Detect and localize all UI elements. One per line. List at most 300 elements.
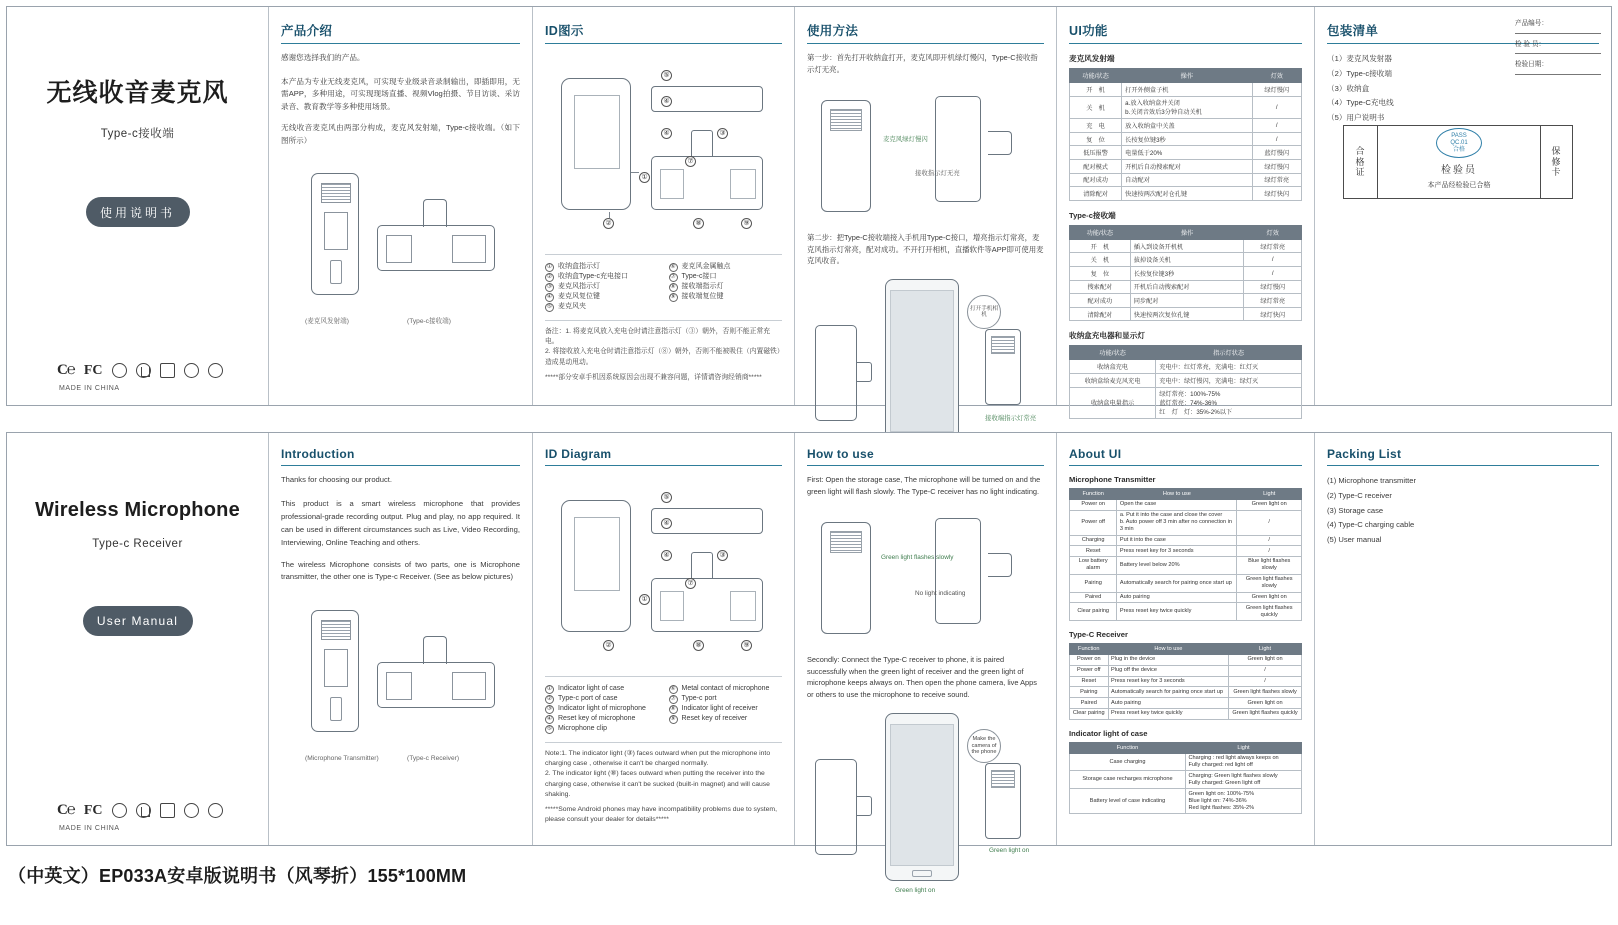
column-header: 功能/状态 — [1070, 69, 1122, 83]
legend-column-left — [545, 262, 659, 312]
table-caption-transmitter-en: Microphone Transmitter — [1069, 475, 1156, 484]
legend-number: ① — [546, 686, 553, 692]
table-caption-transmitter: 麦克风发射端 — [1069, 54, 1115, 63]
table-cell: 配对成功 — [1070, 173, 1122, 187]
table-row — [1070, 187, 1302, 201]
table-cell: 充 电 — [1070, 119, 1122, 133]
table-row — [1070, 655, 1302, 666]
microphone-clip — [330, 260, 342, 284]
table-cell: / — [1252, 96, 1301, 119]
table-cell: 绿灯快闪 — [1252, 187, 1301, 201]
table-cell: Automatically search for pairing once start up — [1117, 574, 1237, 592]
table-cell: 搜索配对 — [1070, 280, 1131, 294]
table-cell: 绿灯慢闪 — [1252, 83, 1301, 97]
table-cell: Auto pairing — [1108, 698, 1229, 709]
weee-icon — [160, 363, 175, 378]
section-title-how-to-use: 使用方法 — [807, 21, 1044, 44]
bin-icon — [136, 363, 151, 378]
table-cell: 关 机 — [1070, 96, 1122, 119]
table-row — [1070, 373, 1302, 387]
legend-label: 麦克风金属触点 — [681, 263, 731, 270]
column-header: 灯效 — [1244, 225, 1302, 239]
table-row — [1070, 96, 1302, 119]
table-row — [1070, 665, 1302, 676]
id-microphone-drawing — [561, 500, 631, 632]
figure-caption-receiver: (Type-c接收端) — [407, 318, 451, 326]
table-cell: 长按复位键3秒 — [1130, 266, 1244, 280]
table-cell: Charging: Green light flashes slowly Fully charged: Green light off — [1186, 771, 1302, 789]
legend-item — [669, 714, 783, 724]
list-item: （1）麦克风发射器 — [1327, 54, 1392, 63]
legend-number: ⑨ — [670, 294, 676, 300]
how-microphone-drawing — [821, 100, 871, 212]
manual-badge: 使用说明书 — [86, 197, 190, 227]
callout-number-4b: ④ — [661, 128, 672, 139]
how-step-1: 第一步：首先打开收纳盒打开，麦克风即开机绿灯慢闪，Type-C接收指示灯无亮。 — [807, 53, 1038, 74]
legend-item — [669, 694, 783, 704]
legend-item — [669, 282, 783, 292]
intro-paragraph-3-en: The wireless Microphone consists of two parts, one is Microphone transmitter, the other one is Type-c Receiver. (See as below pictures) — [281, 559, 520, 582]
table-caption-case: 收纳盒充电器和显示灯 — [1069, 331, 1145, 341]
table-header-row — [1070, 69, 1302, 83]
panel-introduction-cn — [269, 7, 533, 405]
check-icon — [208, 803, 223, 818]
table-cell: / — [1229, 676, 1302, 687]
legend-label: 收纳盒Type-c充电接口 — [558, 273, 629, 280]
table-cell: Press reset key for 3 seconds — [1117, 546, 1237, 557]
legend-item — [545, 272, 659, 282]
table-cell: / — [1252, 132, 1301, 146]
table-cell: Clear pairing — [1070, 603, 1117, 621]
section-title-id-diagram-en: ID Diagram — [545, 447, 782, 466]
table-cell: Blue light flashes slowly — [1237, 557, 1302, 575]
column-header: Light — [1229, 644, 1302, 655]
figure-caption-microphone: (麦克风发射端) — [305, 318, 349, 326]
recycle-icon — [112, 803, 127, 818]
table-row — [1070, 592, 1302, 603]
table-cell: 低压报警 — [1070, 146, 1122, 160]
rohs-icon — [184, 363, 199, 378]
table-cell: Plug in the device — [1108, 655, 1229, 666]
table-cell: 快速按两次配对仓孔键 — [1122, 187, 1252, 201]
table-row — [1070, 132, 1302, 146]
panel-cover-en — [7, 433, 269, 845]
table-cell: 绿灯常亮 — [1252, 173, 1301, 187]
table-cell: Battery level below 20% — [1117, 557, 1237, 575]
how-figure-1-en — [807, 504, 1044, 654]
callout-number-4: ④ — [661, 96, 672, 107]
receiver-drawing — [377, 225, 495, 271]
how2-receiver-drawing — [985, 329, 1021, 405]
manual-badge-en: User Manual — [83, 606, 193, 636]
list-item: (3) Storage case — [1327, 505, 1384, 515]
table-microphone-transmitter — [1069, 68, 1302, 201]
table-row — [1070, 253, 1302, 267]
table-microphone-transmitter-en — [1069, 488, 1302, 621]
list-item: (2) Type-C receiver — [1327, 490, 1392, 500]
inspector-label: 检验员 — [1441, 165, 1477, 176]
leader-line-2 — [609, 212, 610, 218]
how2-receiver-grille — [991, 770, 1015, 788]
section-title-packing-list-en: Packing List — [1327, 447, 1599, 466]
table-cell: Press reset key for 3 seconds — [1108, 676, 1229, 687]
callout-number-1: ① — [639, 172, 650, 183]
label-bottom-light-en: Green light on — [895, 887, 936, 895]
microphone-body-panel — [324, 649, 348, 687]
panel-about-ui-cn — [1057, 7, 1315, 417]
column-header: Function — [1070, 489, 1117, 500]
table-row — [1070, 280, 1302, 294]
table-row — [1070, 294, 1302, 308]
note-line-2: 2. 将接收放入充电仓时请注意指示灯（⑧）朝外，否则不能被吸住（内置磁铁）造成晃动甩动。 — [545, 348, 781, 366]
table-header-row — [1070, 742, 1302, 753]
how2-microphone-plug — [856, 796, 872, 816]
panel-packing-list-cn — [1315, 7, 1611, 405]
annotation-mic-light: 麦克风绿灯慢闪 — [883, 135, 928, 143]
table-cell: 打开外侧盒子机 — [1122, 83, 1252, 97]
id-microphone-panel — [574, 95, 620, 169]
section-title-introduction: 产品介绍 — [281, 21, 520, 44]
leader-line-1 — [631, 172, 639, 173]
legend-label: 收纳盒指示灯 — [558, 263, 600, 270]
legend-item — [545, 282, 659, 292]
table-cell: Press reset key twice quickly — [1117, 603, 1237, 621]
intro-paragraph-2: 本产品为专业无线麦克风，可实现专业级录音录制输出，即插即用，无需APP，多种用途，可实现现场直播、视频Vlog拍摄、节目访谈、采访录音、教育教学等多种使用场景。 — [281, 76, 520, 111]
section-title-packing-list: 包装清单 — [1327, 21, 1599, 44]
rohs-icon — [184, 803, 199, 818]
table-cell: Power on — [1070, 655, 1109, 666]
table-cell: 收纳盒电量指示 — [1070, 387, 1156, 419]
table-cell: 绿灯快闪 — [1244, 307, 1302, 321]
fcc-icon: FC — [83, 362, 103, 378]
how-step-2: 第二步：把Type-C接收端接入手机用Type-C接口，增亮指示灯常亮，麦克风指示灯常亮，配对成功。不开打开相机，直播软件等APP即可使用麦克风收音。 — [807, 232, 1044, 266]
bin-icon — [136, 803, 151, 818]
table-row — [1070, 698, 1302, 709]
recycle-icon — [112, 363, 127, 378]
how-figure-2-en — [807, 707, 1044, 903]
chinese-panel-sheet — [6, 6, 1612, 423]
certificate-fields — [1515, 17, 1601, 79]
compliance-marks — [57, 362, 223, 379]
callout-number-8: ⑧ — [693, 218, 704, 229]
table-cell: / — [1244, 266, 1302, 280]
receiver-plug — [423, 636, 447, 664]
legend-label: Microphone clip — [558, 725, 608, 732]
table-cell: Reset — [1070, 676, 1109, 687]
table-cell: 插入到设备开机机 — [1130, 239, 1244, 253]
column-header: Light — [1186, 742, 1302, 753]
page-title-en: Wireless Microphone — [35, 499, 240, 521]
table-cell: Put it into the case — [1117, 535, 1237, 546]
callout-open-camera-en: Make the camera of the phone — [967, 729, 1001, 763]
legend-label: 接收端指示灯 — [681, 283, 724, 290]
callout-number-7: ⑦ — [685, 578, 696, 589]
made-in-label: MADE IN CHINA — [59, 385, 120, 392]
certificate-field: 检 验 员： — [1515, 38, 1601, 55]
compliance-marks-en — [57, 802, 223, 819]
list-item: （4）Type-C充电线 — [1327, 98, 1394, 108]
how2-receiver-grille — [991, 336, 1015, 354]
table-cell: 绿灯常亮 — [1244, 239, 1302, 253]
id-notes-en — [545, 742, 782, 825]
legend-label: Type-c接口 — [681, 273, 717, 280]
receiver-plug — [423, 199, 447, 227]
callout-number-1: ① — [639, 594, 650, 605]
phone-screen — [890, 724, 954, 866]
id-microphone-drawing — [561, 78, 631, 210]
phone-home-button — [912, 870, 932, 877]
device-illustration — [281, 163, 520, 326]
table-row — [1070, 83, 1302, 97]
callout-number-4: ④ — [661, 518, 672, 529]
microphone-drawing — [311, 610, 359, 732]
table-row — [1070, 557, 1302, 575]
how2-microphone-plug — [856, 362, 872, 382]
note-warning-en: *****Some Android phones may have incompatibility problems due to system, please consult your dealer for details***** — [545, 805, 777, 824]
microphone-clip — [330, 697, 342, 721]
callout-number-5: ⑤ — [661, 492, 672, 503]
table-cell: Plug off the device — [1108, 665, 1229, 676]
table-type-c-receiver — [1069, 225, 1302, 322]
inspection-note: 本产品经检验已合格 — [1427, 182, 1491, 189]
receiver-left-detail — [386, 235, 412, 263]
callout-number-9: ⑨ — [741, 640, 752, 651]
table-cell: Power on — [1070, 500, 1117, 511]
table-cell: 放入收纳盒中关盖 — [1122, 119, 1252, 133]
table-header-row — [1070, 225, 1302, 239]
table-row — [1070, 360, 1302, 374]
how-receiver-drawing — [935, 518, 981, 624]
legend-column-right — [669, 262, 783, 312]
how2-microphone-drawing — [815, 759, 857, 855]
table-row — [1070, 753, 1302, 771]
table-row — [1070, 535, 1302, 546]
legend-label: Type-c port — [681, 695, 717, 702]
id-diagram-illustration-en — [545, 474, 782, 670]
how2-receiver-drawing — [985, 763, 1021, 839]
legend-column-right — [669, 684, 783, 734]
table-cell: 快速按两次复位孔键 — [1130, 307, 1244, 321]
table-cell: 蓝灯慢闪 — [1252, 146, 1301, 160]
list-item: (1) Microphone transmitter — [1327, 476, 1417, 485]
id-receiver-detail-right — [730, 169, 756, 199]
warranty-label: 保 修 卡 — [1540, 126, 1572, 198]
table-cell: Press reset key twice quickly — [1108, 708, 1229, 719]
note-warning: *****部分安卓手机因系统原因会出现不兼容问题，详情请咨询经销商***** — [545, 373, 762, 381]
legend-number: ⑨ — [670, 716, 676, 722]
microphone-grille — [321, 183, 351, 203]
cover-subtitle: Type-c接收端 — [100, 128, 175, 140]
callout-number-3: ③ — [717, 550, 728, 561]
inspection-area — [1378, 126, 1540, 198]
legend-item — [669, 272, 783, 282]
legend-label: Reset key of microphone — [558, 715, 636, 722]
table-cell: Green light flashes quickly — [1229, 708, 1302, 719]
receiver-right-detail — [452, 235, 486, 263]
how-microphone-grille — [830, 531, 862, 553]
receiver-left-detail — [386, 672, 412, 700]
table-cell: 清除配对 — [1070, 187, 1122, 201]
id-legend-list — [545, 254, 782, 312]
figure-caption-microphone-en: (Microphone Transmitter) — [305, 755, 379, 763]
legend-number: ⑥ — [670, 686, 676, 692]
legend-number: ④ — [546, 294, 553, 300]
table-cell: Charging : red light always keeps on Fully charged: red light off — [1186, 753, 1302, 771]
table-row — [1070, 789, 1302, 814]
table-header-row — [1070, 489, 1302, 500]
table-cell: Green light flashes slowly — [1229, 687, 1302, 698]
table-cell: / — [1229, 665, 1302, 676]
table-cell: 收纳盒给麦克风充电 — [1070, 373, 1156, 387]
legend-item — [545, 302, 659, 312]
list-item: (5) User manual — [1327, 535, 1382, 545]
table-cell: 复 位 — [1070, 266, 1131, 280]
legend-number: ② — [546, 696, 553, 702]
table-cell: Open the case — [1117, 500, 1237, 511]
table-cell: 关 机 — [1070, 253, 1131, 267]
table-row — [1070, 500, 1302, 511]
cover-subtitle-en: Type-c Receiver — [92, 538, 183, 550]
callout-number-3: ③ — [717, 128, 728, 139]
table-cell: Green light on — [1229, 655, 1302, 666]
table-header-row — [1070, 346, 1302, 360]
table-cell: 充电中：绿灯慢闪，充满电：绿灯灭 — [1156, 373, 1302, 387]
table-row — [1070, 510, 1302, 535]
legend-item — [545, 684, 659, 694]
intro-paragraph-3: 无线收音麦克风由两部分构成，麦克风发射端，Type-c接收端。（如下图所示） — [281, 123, 520, 145]
table-cell: 开 机 — [1070, 83, 1122, 97]
panel-id-diagram-cn — [533, 7, 795, 405]
table-cell: Charging — [1070, 535, 1117, 546]
id-receiver-plug — [691, 552, 713, 578]
table-header-row — [1070, 644, 1302, 655]
ce-icon: C℮ — [57, 362, 75, 378]
table-caption-receiver: Type-c接收端 — [1069, 210, 1116, 220]
table-row — [1070, 239, 1302, 253]
table-cell: 配对成功 — [1070, 294, 1131, 308]
fcc-icon: FC — [83, 802, 103, 818]
column-header: Function — [1070, 644, 1109, 655]
id-receiver-plug — [691, 130, 713, 156]
table-row — [1070, 687, 1302, 698]
legend-number: ③ — [546, 284, 553, 290]
panel-id-diagram-en — [533, 433, 795, 845]
callout-number-2: ② — [603, 218, 614, 229]
legend-label: 麦克风夹 — [558, 303, 586, 310]
legend-item — [669, 292, 783, 302]
table-row — [1070, 676, 1302, 687]
check-icon — [208, 363, 223, 378]
how-microphone-drawing — [821, 522, 871, 634]
legend-item — [545, 714, 659, 724]
table-row — [1070, 119, 1302, 133]
table-cell: 同步配对 — [1130, 294, 1244, 308]
how-microphone-grille — [830, 109, 862, 131]
table-cell: Battery level of case indicating — [1070, 789, 1186, 814]
table-cell: Case charging — [1070, 753, 1186, 771]
table-cell: Auto pairing — [1117, 592, 1237, 603]
table-caption-receiver-en: Type-C Receiver — [1069, 630, 1128, 640]
legend-item — [669, 704, 783, 714]
intro-paragraph-1: 感谢您选择我们的产品。 — [281, 53, 365, 62]
legend-label: Indicator light of receiver — [681, 705, 758, 712]
legend-item — [545, 724, 659, 734]
legend-label: Metal contact of microphone — [681, 685, 770, 692]
table-cell: a.放入收纳盒并关闭 b.关闭音效后3分钟自动关机 — [1122, 96, 1252, 119]
column-header: 操作 — [1130, 225, 1244, 239]
table-cell: Green light flashes quickly — [1237, 603, 1302, 621]
column-header: How to use — [1117, 489, 1237, 500]
column-header: How to use — [1108, 644, 1229, 655]
table-cell: Pairing — [1070, 687, 1109, 698]
legend-number: ① — [546, 264, 553, 270]
intro-paragraph-1-en: Thanks for choosing our product. — [281, 475, 393, 484]
table-cell: a. Put it into the case and close the cover b. Auto power off 3 min after no connection in 3 min — [1117, 510, 1237, 535]
table-cell: Reset — [1070, 546, 1117, 557]
table-cell: Clear pairing — [1070, 708, 1109, 719]
table-row — [1070, 603, 1302, 621]
table-cell: Paired — [1070, 592, 1117, 603]
legend-item — [545, 262, 659, 272]
legend-number: ③ — [546, 706, 553, 712]
column-header: 功能/状态 — [1070, 225, 1131, 239]
figure-caption-receiver-en: (Type-c Receiver) — [407, 755, 460, 763]
table-cell: 充电中：红灯常亮，充满电：红灯灭 — [1156, 360, 1302, 374]
certificate-label: 合 格 证 — [1344, 126, 1378, 198]
section-title-about-ui: UI功能 — [1069, 21, 1302, 44]
legend-number: ⑤ — [546, 304, 553, 310]
panel-how-to-use-cn — [795, 7, 1057, 423]
list-item: （5）用户说明书 — [1327, 113, 1385, 123]
table-row — [1070, 159, 1302, 173]
table-case-indicator-en — [1069, 742, 1302, 814]
packing-items-en — [1327, 474, 1599, 548]
column-header: 灯效 — [1252, 69, 1301, 83]
id-receiver-detail-right — [730, 591, 756, 621]
table-cell: 清除配对 — [1070, 307, 1131, 321]
legend-item — [545, 292, 659, 302]
column-header: Light — [1237, 489, 1302, 500]
legend-label: Type-c port of case — [558, 695, 618, 702]
legend-item — [545, 694, 659, 704]
footer-caption: （中英文）EP033A安卓版说明书（风琴折）155*100MM — [8, 866, 467, 886]
how-receiver-plug — [988, 131, 1012, 155]
callout-number-8: ⑧ — [693, 640, 704, 651]
certificate-field: 检验日期： — [1515, 58, 1601, 75]
page-title: 无线收音麦克风 — [46, 79, 229, 107]
callout-open-camera: 打开手机相机 — [967, 295, 1001, 329]
callout-number-7: ⑦ — [685, 156, 696, 167]
callout-number-5: ⑤ — [661, 70, 672, 81]
table-case-indicator — [1069, 345, 1302, 419]
table-cell: 复 位 — [1070, 132, 1122, 146]
id-legend-list-en — [545, 676, 782, 734]
annotation-receiver-light-en: No light indicating — [915, 589, 966, 597]
table-cell: 自动配对 — [1122, 173, 1252, 187]
phone-drawing — [885, 279, 959, 447]
table-cell: 配对模式 — [1070, 159, 1122, 173]
legend-number: ④ — [546, 716, 553, 722]
table-cell: Paired — [1070, 698, 1109, 709]
how-receiver-drawing — [935, 96, 981, 202]
legend-column-left — [545, 684, 659, 734]
table-cell: / — [1237, 546, 1302, 557]
table-cell: Green light on: 100%-75% Blue light on: 74%-36% Red light flashes: 35%-2% — [1186, 789, 1302, 814]
phone-drawing — [885, 713, 959, 881]
table-cell: Pairing — [1070, 574, 1117, 592]
table-cell: Power off — [1070, 510, 1117, 535]
column-header: 指示灯状态 — [1156, 346, 1302, 360]
